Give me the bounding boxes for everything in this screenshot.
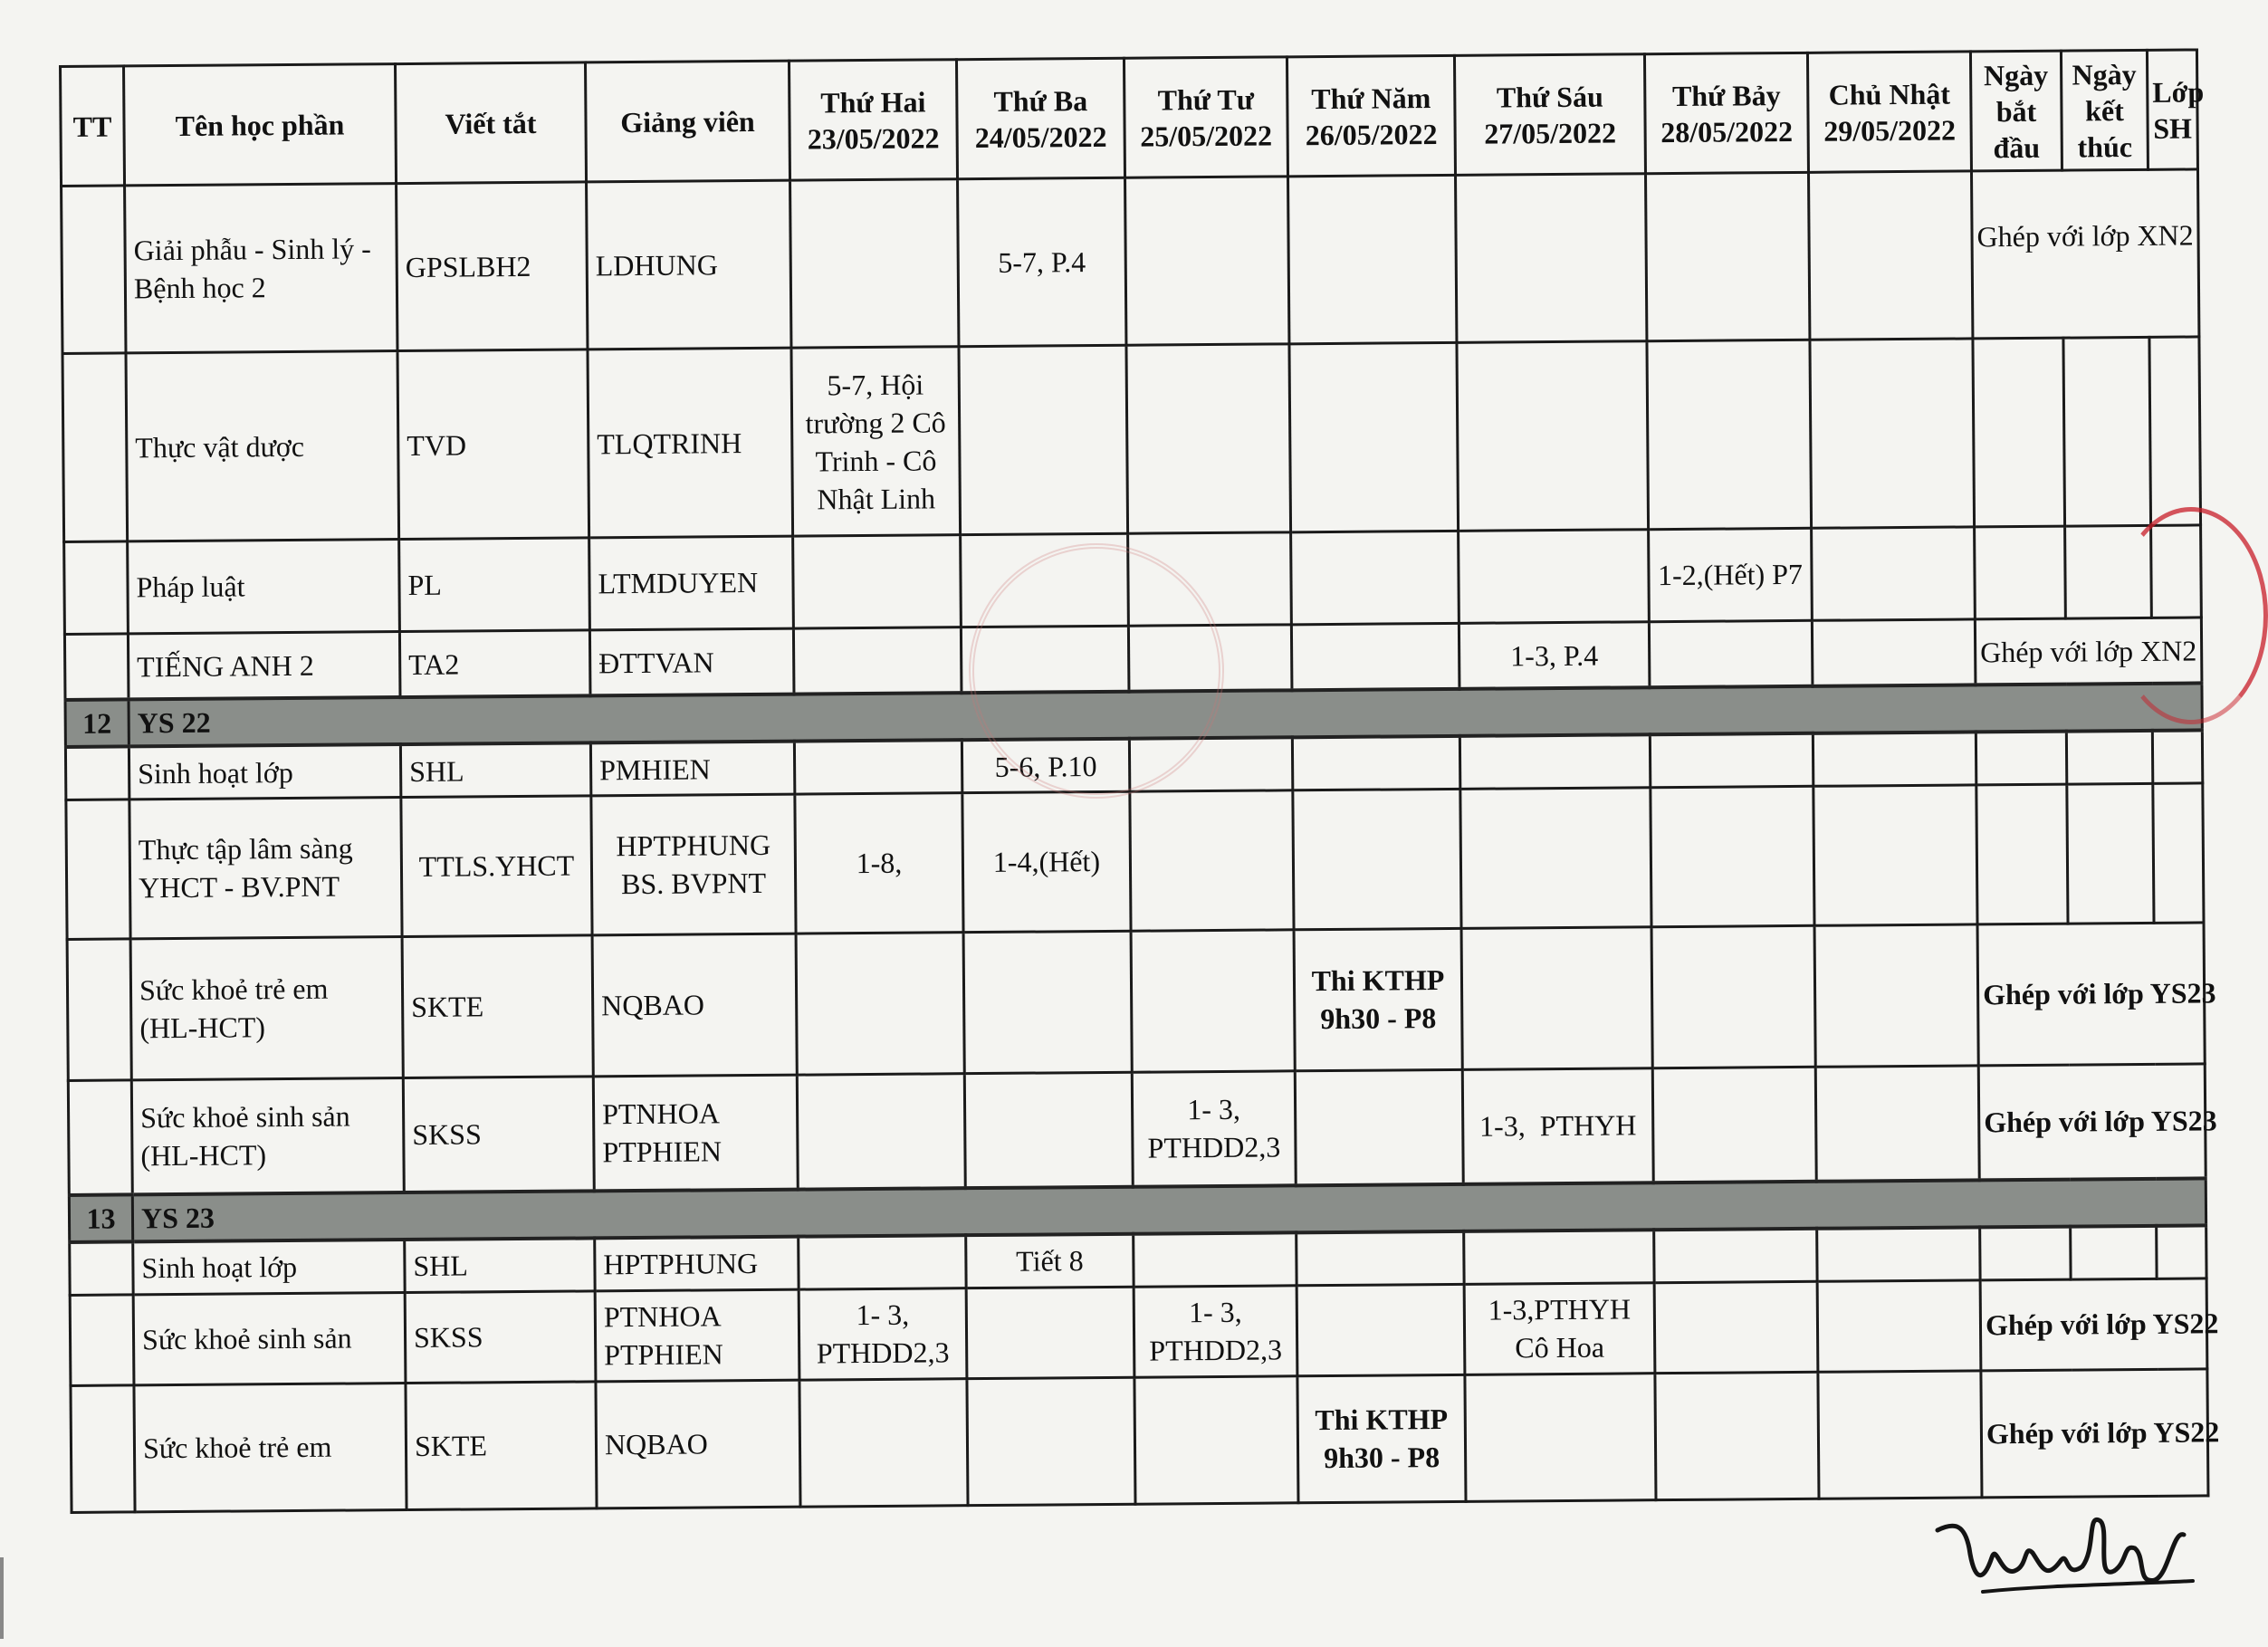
schedule-friday: 1-3, PTHYH — [1462, 1068, 1653, 1183]
header-tuesday: Thứ Ba 24/05/2022 — [956, 58, 1124, 178]
course-abbr: SKTE — [402, 935, 593, 1078]
lecturer: TLQTRINH — [588, 348, 793, 538]
lecturer: ĐTTVAN — [589, 628, 794, 696]
course-name: TIẾNG ANH 2 — [128, 631, 400, 699]
header-abbr: Viết tắt — [396, 62, 587, 184]
schedule-tuesday: 1-4,(Hết) — [962, 791, 1131, 932]
merge-note: Ghép với lớp XN2 — [1975, 618, 2202, 685]
schedule-saturday: 1-2,(Hết) P7 — [1649, 528, 1813, 621]
schedule-wednesday: 1- 3, PTHDD2,3 — [1134, 1286, 1297, 1377]
lecturer: PTNHOA PTPHIEN — [593, 1075, 798, 1192]
course-name: Thực vật dược — [126, 351, 399, 541]
table-row — [62, 169, 2199, 354]
header-thursday: Thứ Năm 26/05/2022 — [1287, 55, 1455, 176]
course-name: Thực tập lâm sàng YHCT - BV.PNT — [129, 797, 402, 938]
header-friday: Thứ Sáu 27/05/2022 — [1454, 54, 1645, 176]
merge-note: Ghép với lớp XN2 — [1971, 169, 2198, 339]
course-name: Giải phẫu - Sinh lý - Bệnh học 2 — [125, 184, 397, 353]
schedule-monday: 5-7, Hội trường 2 Cô Trinh - Cô Nhật Linh — [791, 347, 961, 536]
schedule-monday: 1-8, — [795, 793, 963, 934]
header-start-date: Ngày bắt đầu — [1970, 51, 2062, 171]
header-wednesday: Thứ Tư 25/05/2022 — [1124, 57, 1287, 177]
course-name: Sức khoẻ sinh sản (HL-HCT) — [131, 1077, 404, 1194]
table-row — [70, 1278, 2207, 1385]
course-abbr: TVD — [397, 350, 589, 540]
page-edge-mark — [0, 1557, 4, 1639]
schedule-tuesday: Tiết 8 — [966, 1234, 1134, 1288]
lecturer: NQBAO — [596, 1380, 800, 1508]
header-lecturer: Giảng viên — [585, 61, 789, 182]
merge-note: Ghép với lớp YS22 — [1981, 1368, 2208, 1497]
course-name: Sức khoẻ trẻ em — [134, 1383, 407, 1512]
header-tt: TT — [61, 66, 125, 187]
header-row — [61, 50, 2198, 187]
red-seal-icon — [2114, 507, 2268, 724]
table-row — [68, 1064, 2206, 1195]
merge-note: Ghép với lớp YS22 — [1980, 1278, 2207, 1371]
schedule-monday: 1- 3, PTHDD2,3 — [799, 1288, 967, 1379]
lecturer: PTNHOA PTPHIEN — [595, 1289, 799, 1382]
signature-icon — [1928, 1494, 2200, 1603]
course-abbr: TTLS.YHCT — [401, 796, 592, 937]
course-abbr: SKSS — [405, 1291, 596, 1383]
lecturer: HPTPHUNG — [595, 1237, 799, 1291]
faint-stamp-icon — [969, 543, 1224, 799]
lecturer: NQBAO — [592, 934, 797, 1077]
schedule-friday: 1-3, P.4 — [1459, 622, 1650, 689]
merge-note: Ghép với lớp YS23 — [1978, 1064, 2206, 1181]
schedule-thursday: Thi KTHP 9h30 - P8 — [1297, 1374, 1466, 1503]
course-abbr: SHL — [405, 1238, 595, 1292]
lecturer: LDHUNG — [587, 180, 791, 350]
lecturer: PMHIEN — [590, 742, 794, 796]
course-abbr: GPSLBH2 — [397, 182, 588, 351]
schedule-tuesday: 5-6, P.10 — [962, 739, 1129, 793]
course-name: Sinh hoạt lớp — [129, 744, 400, 800]
schedule-friday: 1-3,PTHYH Cô Hoa — [1464, 1282, 1655, 1374]
schedule-tuesday: 5-7, P.4 — [958, 177, 1126, 347]
header-course: Tên học phần — [124, 64, 397, 186]
course-name: Sức khoẻ sinh sản — [133, 1292, 406, 1384]
header-end-date: Ngày kết thúc — [2061, 50, 2148, 170]
table-row — [71, 1368, 2208, 1512]
course-abbr: PL — [399, 538, 590, 632]
course-abbr: TA2 — [399, 630, 590, 697]
course-name: Sức khoẻ trẻ em (HL-HCT) — [130, 936, 403, 1079]
course-abbr: SHL — [400, 743, 590, 798]
group-name: YS 23 — [132, 1178, 2206, 1241]
course-name: Sinh hoạt lớp — [133, 1240, 405, 1295]
group-name: YS 22 — [129, 684, 2202, 747]
course-abbr: SKSS — [403, 1077, 594, 1192]
group-number: 12 — [65, 700, 129, 748]
table-row — [67, 923, 2205, 1080]
header-saturday: Thứ Bảy 28/05/2022 — [1644, 53, 1808, 173]
lecturer: HPTPHUNG BS. BVPNT — [591, 794, 796, 935]
merge-note: Ghép với lớp YS23 — [1977, 923, 2205, 1066]
group-number: 13 — [69, 1194, 132, 1242]
header-monday: Thứ Hai 23/05/2022 — [789, 60, 957, 180]
table-row — [62, 337, 2201, 541]
course-abbr: SKTE — [406, 1381, 597, 1509]
schedule-wednesday: 1- 3, PTHDD2,3 — [1132, 1071, 1296, 1187]
header-sunday: Chủ Nhật 29/05/2022 — [1807, 52, 1971, 172]
table-row — [66, 783, 2204, 939]
course-name: Pháp luật — [128, 540, 400, 634]
schedule-thursday: Thi KTHP 9h30 - P8 — [1294, 928, 1462, 1070]
lecturer: LTMDUYEN — [589, 536, 794, 630]
header-class: Lớp SH — [2147, 50, 2197, 169]
